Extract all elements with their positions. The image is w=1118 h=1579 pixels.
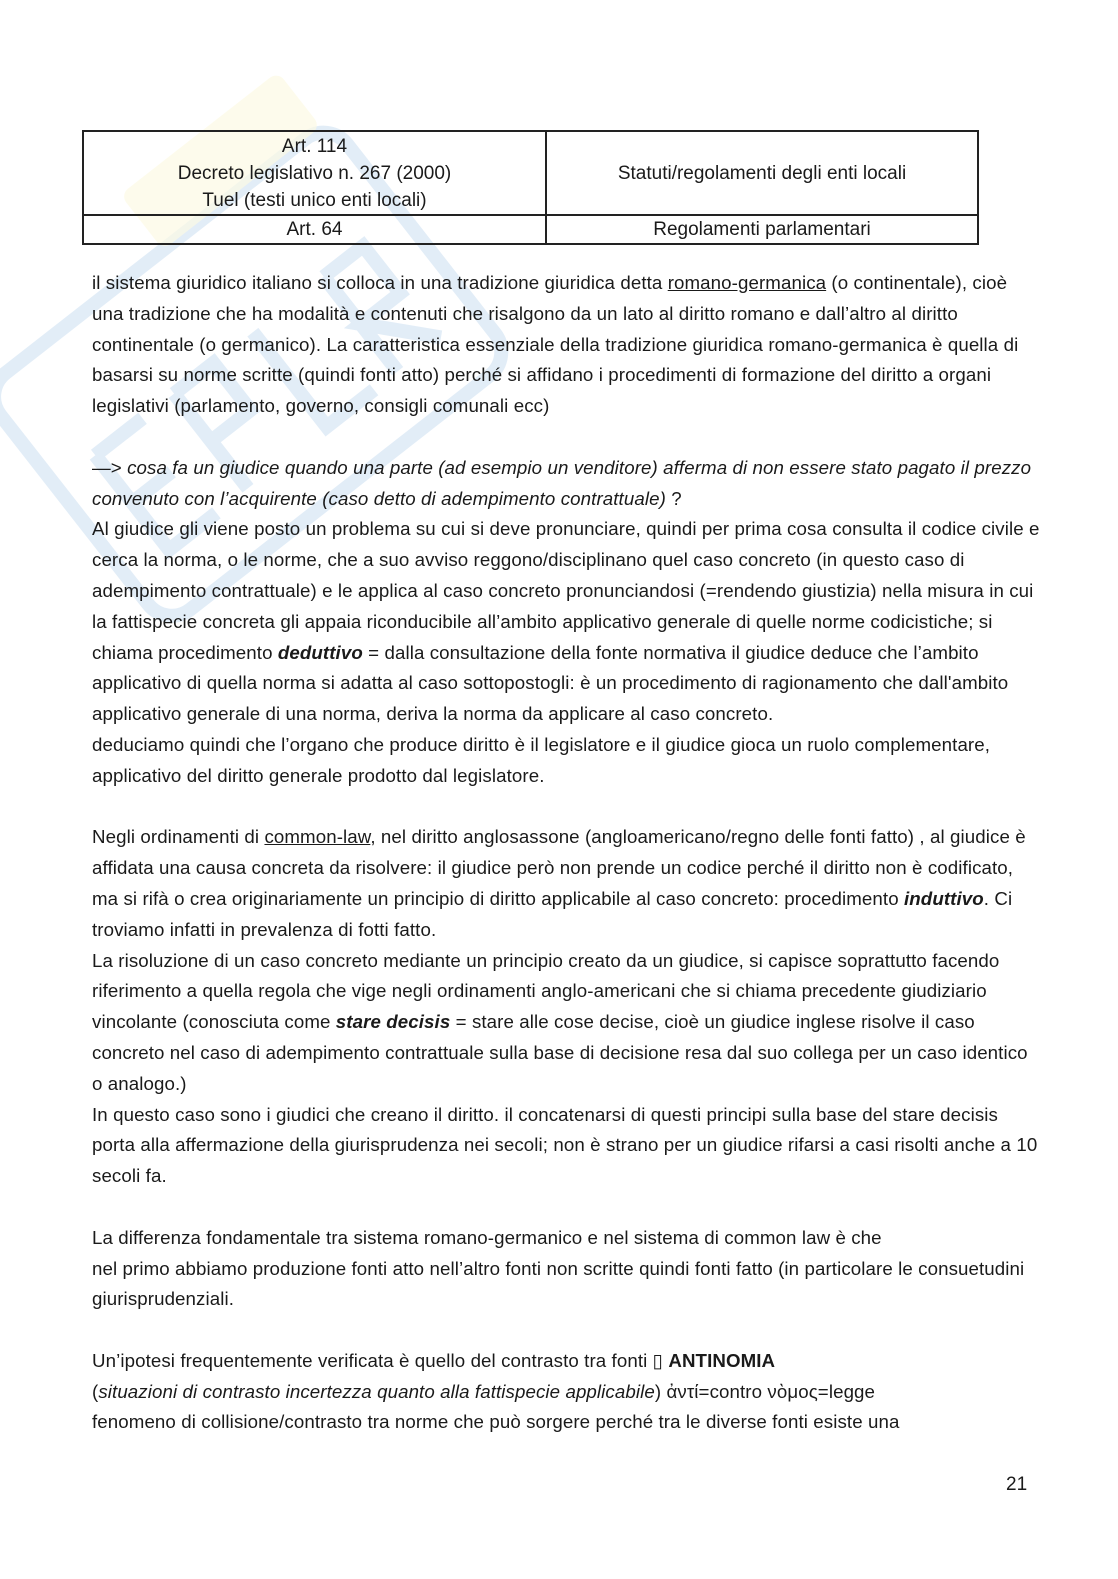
fonti-table [82,130,979,245]
italic-question: cosa fa un giudice quando una parte (ad esempio un venditore) afferma di non essere stato pagato il prezzo convenuto con l’acquirente (caso detto di adempimento contrattuale) [92,456,1032,509]
paragraph-differenza-line1: La differenza fondamentale tra sistema romano-germanico e nel sistema di common law è che [92,1226,882,1248]
table-cell-article: Art. 64 [83,215,546,244]
paragraph-romano-germanica [92,268,1042,422]
text-run: = dalla consultazione della fonte normativa il giudice deduce che l’ambito applicativo di quella norma si adatta al caso sottopostogli: è un procedimento di ragionamento che dall'ambito applicativo generale di una norma, deriva la norma da applicare al caso concreto. [92,641,1009,725]
text-run: Negli ordinamenti di [92,826,265,848]
underlined-term: romano-germanica [667,272,827,293]
text-run: , nel diritto anglosassone (angloamericano/regno delle fonti fatto) , al giudice è affidata una causa concreta da risolvere: il giudice però non prende un codice perché il diritto non è codificato, ma si rifà o crea originariamente un principio di diritto applicabile al caso concreto: procedimento [92,826,1026,909]
paragraph-legislatore: deduciamo quindi che l’organo che produce diritto è il legislatore e il giudice gioca un ruolo complementare, applicativo del diritto generale prodotto dal legislatore. [92,733,991,786]
table-row [83,131,978,215]
paragraph-stare-decisis [92,946,1042,1100]
paragraph-antinomia: Un’ipotesi frequentemente verificata è quello del contrasto tra fonti ▯ ANTINOMIA (situazioni di contrasto incertezza quanto alla fattispecie applicabile) ἀντί=contro νὸμος=legge fenomeno di collisione/contrasto tra norme che può sorgere perché tra le diverse fonti esiste una [92,1349,900,1433]
text-run: il sistema giuridico italiano si colloca in una tradizione giuridica detta [92,272,668,293]
text-run: fenomeno di collisione/contrasto tra norme che può sorgere perché tra le diverse fonti esiste una [92,1411,900,1433]
cell-line: Art. 114 [281,135,348,157]
text-run: Al giudice gli viene posto un problema su cui si deve pronunciare, quindi per prima cosa consulta il codice civile e cerca la norma, o le norme, che a suo avviso reggono/disciplinano quel caso concreto (in questo caso di adempimento contrattuale) e le applica al caso concreto pronunciandosi (=rendendo giustizia) nella misura in cui la fattispecie concreta gli appaia riconducibile all’ambito applicativo generale di quelle norme codicistiche; si chiama procedimento [92,518,1040,663]
text-run: ἀντί=contro νὸμος=legge [661,1380,876,1402]
cell-line: Tuel (testi unico enti locali) [202,189,427,211]
text-run: . Ci troviamo infatti in prevalenza di fotti fatto. [92,887,1013,940]
bold-term: ANTINOMIA [668,1349,776,1371]
table-cell-article [83,131,546,215]
text-run: La risoluzione di un caso concreto mediante un principio creato da un giudice, si capisce soprattutto facendo riferimento a quella regola che vige negli ordinamenti anglo-americani che si chiama precedente giudiziario vincolante (conosciuta come [92,949,1000,1033]
table-cell-source: Statuti/regolamenti degli enti locali [546,131,978,215]
text-run: ? [665,487,682,509]
paragraph-differenza-line2: nel primo abbiamo produzione fonti atto nell’altro fonti non scritte quindi fonti fatto (in particolare le consuetudini giurisprudenziali. [92,1257,1025,1310]
document-body [92,268,1042,1438]
bold-italic-term: deduttivo [277,641,363,663]
paragraph-deduttivo [92,514,1042,730]
arrow-symbol: —> [92,456,128,478]
paragraph-question [92,453,1042,515]
paragraph-common-law [92,822,1042,945]
bold-italic-term: induttivo [904,887,984,909]
table-row [83,215,978,244]
paragraph-giudici: In questo caso sono i giudici che creano il diritto. il concatenarsi di questi principi sulla base del stare decisis porta alla affermazione della giurisprudenza nei secoli; non è strano per un giudice rifarsi a casi risolti anche a 10 secoli fa. [92,1103,1038,1187]
bold-italic-term: stare decisis [335,1011,451,1033]
table-cell-source: Regolamenti parlamentari [546,215,978,244]
missing-glyph-icon: ▯ [652,1349,664,1371]
text-run: = stare alle cose decise, cioè un giudice inglese risolve il caso concreto nel caso di adempimento contrattuale sulla base di decisione resa dal suo collega per un caso identico o analogo.) [92,1011,1028,1094]
cell-line: Decreto legislativo n. 267 (2000) [177,162,452,184]
text-run: Un’ipotesi frequentemente verificata è quello del contrasto tra fonti [92,1349,653,1371]
italic-text: situazioni di contrasto incertezza quanto alla fattispecie applicabile [98,1380,655,1402]
page-number: 21 [1006,1474,1028,1495]
text-run: (o continentale), cioè una tradizione che ha modalità e contenuti che risalgono da un lato al diritto romano e dall’altro al diritto continentale (o germanico). La caratteristica essenziale della tradizione giuridica romano-germanica è quella di basarsi su norme scritte (quindi fonti atto) perché si affidano i procedimenti di formazione del diritto a organi legislativi (parlamento, governo, consigli comunali ecc) [92,272,1019,417]
underlined-term: common-law [264,826,371,848]
